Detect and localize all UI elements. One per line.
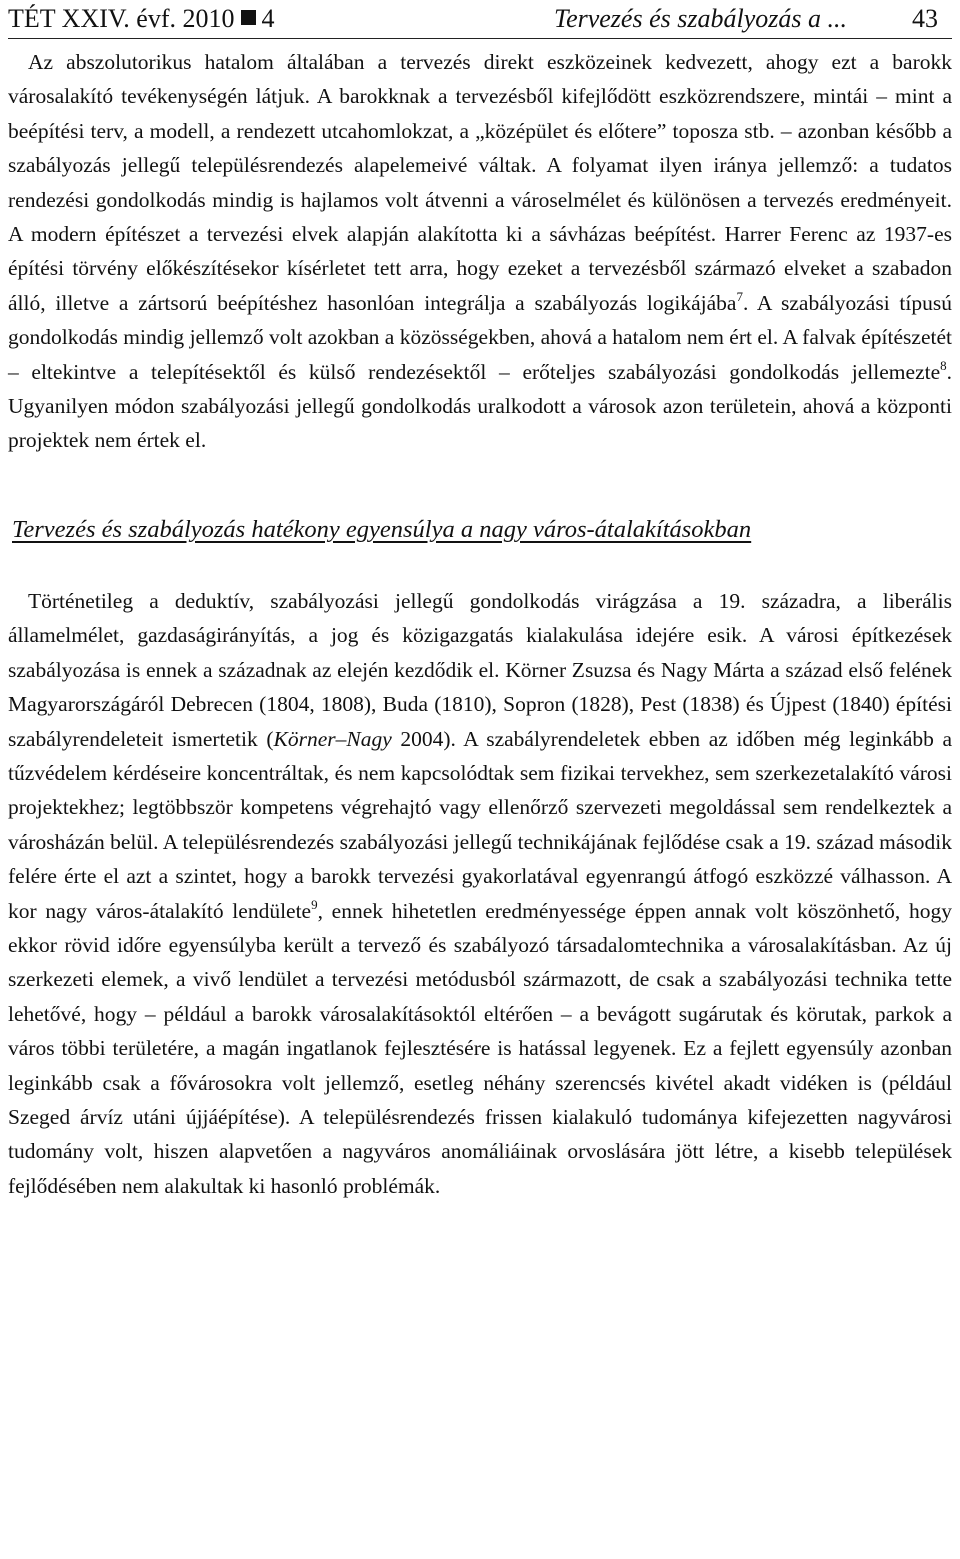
document-page	[8, 0, 952, 1203]
paragraph-1-text-a: Az abszolutorikus hatalom általában a tervezés direkt eszközeinek kedvezett, ahogy ezt a barokk városalakító tevékenységén látjuk. A barokknak a tervezésből kifejlődött eszközrendszere, mintái – mint a beépítési terv, a modell, a rendezett utcahomlokzat, a „középület és előtere” toposza stb. – azonban később a szabályozás jellegű településrendezés alapelemeivé váltak. A folyamat ilyen iránya jellemző: a tudatos rendezési gondolkodás mindig is hajlamos volt átvenni a városelmélet és különösen a tervezés eredményeit. A modern építészet a tervezési elvek alapján alakította ki a sávházas beépítést. Harrer Ferenc az 1937-es építési törvény előkészítésekor kísérletet tett arra, hogy ezeket a tervezésből származó elveket a szabadon álló, illetve a zártsorú beépítéshez hasonlóan integrálja a szabályozás logikájába	[8, 50, 952, 315]
paragraph-2	[8, 584, 952, 1203]
journal-issue	[8, 0, 275, 38]
section-heading: Tervezés és szabályozás hatékony egyensúlya a nagy város-átalakításokban	[12, 515, 752, 543]
footnote-ref-9[interactable]: 9	[311, 896, 318, 912]
paragraph-1-text-b: . A szabályozási típusú gondolkodás mindig jellemző volt azokban a közösségekben, ahová a hatalom nem ért el. A falvak építészetét – eltekintve a telepítésektől és külső rendezésektől – erőteljes szabályozási gondolkodás jellemezte	[8, 290, 952, 384]
paragraph-1-text-c: . Ugyanilyen módon szabályozási jellegű gondolkodás uralkodott a városok azon területein, ahová a központi projektek nem értek el.	[8, 359, 952, 453]
journal-name: TÉT XXIV. évf. 2010	[8, 4, 235, 33]
footnote-ref-8[interactable]: 8	[940, 357, 947, 373]
paragraph-2-text-a: Történetileg a deduktív, szabályozási jellegű gondolkodás virágzása a 19. századra, a liberális államelmélet, gazdaságirányítás, a jog és közigazgatás kialakulása idejére esik. A városi építkezések szabályozása is ennek a századnak az elején kezdődik el. Körner Zsuzsa és Nagy Márta a század első felének Magyarországáról Debrecen (1804, 1808), Buda (1810), Sopron (1828), Pest (1838) és Újpest (1840) építési szabályrendeleteit ismertetik (	[8, 588, 952, 751]
paragraph-1	[8, 45, 952, 458]
footnote-ref-7[interactable]: 7	[736, 288, 743, 304]
page-number: 43	[912, 4, 938, 33]
issue-number: 4	[261, 4, 275, 33]
running-header	[8, 0, 952, 39]
running-title: Tervezés és szabályozás a ...	[554, 4, 847, 33]
paragraph-2-text-b: 2004). A szabályrendeletek ebben az időben még leginkább a tűzvédelem kérdéseire koncentráltak, és nem kapcsolódtak sem fizikai tervekhez, sem szerkezetalakító városi projektekhez; legtöbbször kompetens végrehajtó vagy ellenőrző szervezeti megoldással sem rendelkeztek a városházán belül. A településrendezés szabályozási jellegű technikájának fejlődése csak a 19. század második felére érte el azt a szintet, hogy a barokk tervezési gyakorlatával egyenrangú átfogó eszközzé válhasson. A kor nagy város-átalakító lendülete	[8, 726, 952, 923]
citation-authors: Körner–Nagy	[273, 726, 392, 751]
paragraph-2-text-c: , ennek hihetetlen eredményessége éppen annak volt köszönhető, hogy ekkor rövid időre egyensúlyba került a tervező és szabályozó társadalomtechnika a városalakításban. Az új szerkezeti elemek, a vivő lendület a tervezési metódusból származott, de csak a szabályozási technika tette lehetővé, hogy – például a barokk városalakításoktól eltérően – a bevágott sugárutak és körutak, parkok a város többi területére, a magán ingatlanok fejlesztésére is hatással legyenek. Ez a fejlett egyensúly azonban leginkább csak a fővárosokra volt jellemző, esetleg néhány szerencsés kivétel akadt vidéken is (például Szeged árvíz utáni újjáépítése). A településrendezés frissen kialakuló tudománya kifejezetten nagyvárosi tudomány volt, hiszen alapvetően a nagyváros anomáliáinak orvoslására jött létre, a kisebb települések fejlődésében nem alakultak ki hasonló problémák.	[8, 898, 952, 1198]
square-bullet-icon	[241, 10, 256, 25]
